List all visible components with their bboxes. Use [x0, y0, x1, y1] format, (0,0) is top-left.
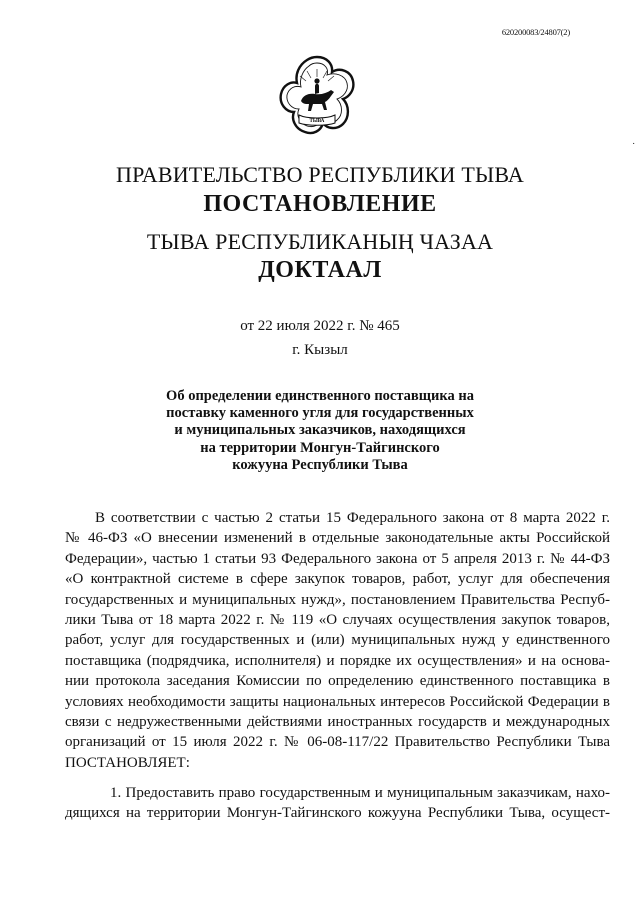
document-barcode-number: 620200083/24807(2) — [501, 27, 570, 37]
subject-line: Об определении единственного поставщика на — [166, 388, 474, 404]
body-line: «О контрактной системе в сфере закупок товаров, работ, услуг для обеспечения — [65, 571, 610, 588]
body-line: ПОСТАНОВЛЯЕТ: — [65, 754, 190, 771]
body-line: дящихся на территории Монгун-Тайгинского кожууна Республики Тыва, осущест- — [65, 805, 610, 822]
body-line: государственных и муниципальных нужд», постановлением Правительства Респуб- — [65, 591, 610, 608]
body-line: 1. Предоставить право государственным и муниципальным заказчикам, нахо- — [110, 785, 610, 801]
body-line: Федерации», частью 1 статьи 93 Федерального закона от 5 апреля 2013 г. № 44-ФЗ — [65, 550, 610, 567]
subject-line: поставку каменного угля для государственных — [166, 405, 474, 422]
body-line: нии протокола заседания Комиссии по определению единственного поставщика в — [65, 673, 610, 690]
clause-1-paragraph — [65, 783, 610, 824]
margin-mark: ˙ — [632, 142, 636, 153]
preamble-paragraph — [65, 508, 610, 773]
body-line: работ, услуг для государственных и (или) муниципальных нужд у единственного — [65, 632, 610, 649]
body-line: В соответствии с частью 2 статьи 15 Федерального закона от 8 марта 2022 г. — [95, 510, 610, 526]
decree-title-tuvan: ДОКТААЛ — [258, 257, 382, 283]
tuva-coat-of-arms-icon — [277, 55, 357, 141]
government-title: ПРАВИТЕЛЬСТВО РЕСПУБЛИКИ ТЫВА — [116, 162, 524, 187]
decree-date-number: от 22 июля 2022 г. № 465 — [240, 318, 400, 334]
decree-subject — [0, 388, 640, 474]
subject-line: на территории Монгун-Тайгинского — [200, 439, 440, 456]
decree-city: г. Кызыл — [292, 342, 348, 358]
body-line: условиях необходимости защиты национальных интересов Российской Федерации в — [65, 693, 610, 710]
subject-line: кожууна Республики Тыва — [232, 456, 408, 473]
body-line: № 46-ФЗ «О внесении изменений в отдельные законодательные акты Российской — [65, 530, 610, 547]
body-line: связи с недружественными действиями иностранных государств и международных — [65, 713, 610, 730]
subject-line: и муниципальных заказчиков, находящихся — [174, 422, 466, 439]
emblem-banner-text: ТЫВА — [309, 119, 325, 124]
body-line: организаций от 15 июля 2022 г. № 06-08-117/22 Правительство Республики Тыва — [65, 734, 610, 751]
government-title-tuvan: ТЫВА РЕСПУБЛИКАНЫҢ ЧАЗАА — [146, 229, 494, 254]
body-line: поставщика (подрядчика, исполнителя) и порядке их осуществления» и на основа- — [65, 652, 610, 669]
body-line: лики Тыва от 18 марта 2022 г. № 119 «О случаях осуществления закупок товаров, — [65, 611, 610, 628]
decree-title: ПОСТАНОВЛЕНИЕ — [203, 191, 437, 217]
